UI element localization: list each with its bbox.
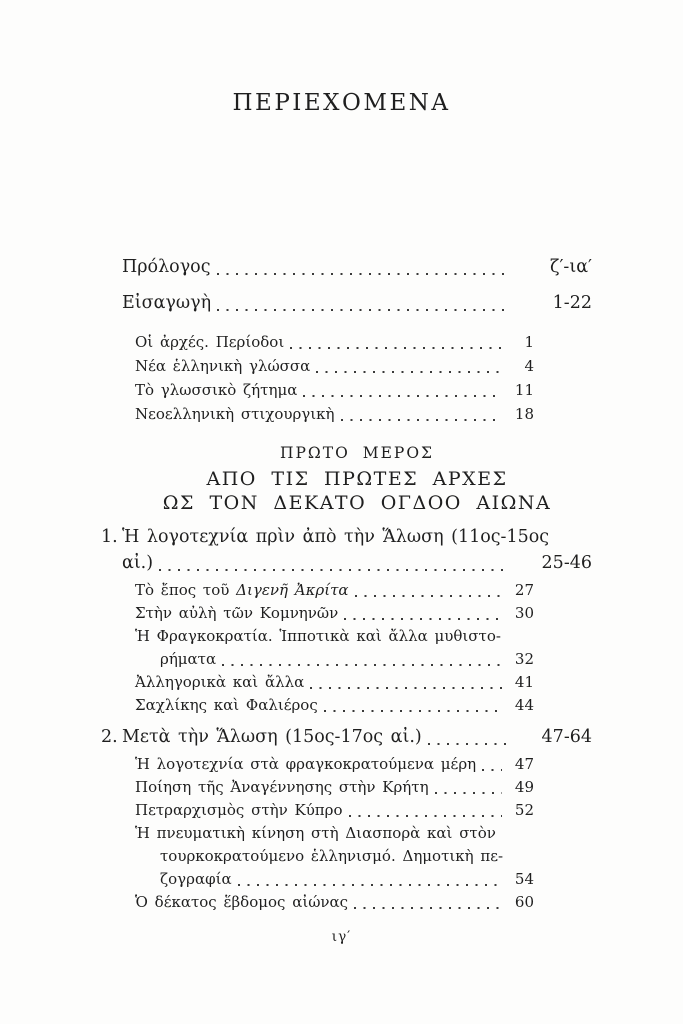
toc-entry-label-italic: Διγενῆ Ἀκρίτα	[236, 581, 349, 599]
dot-leader	[324, 709, 502, 712]
toc-entry-label: Εἰσαγωγὴ	[122, 293, 212, 313]
toc-entry	[122, 671, 592, 694]
part-title-line: ΩΣ ΤΟΝ ΔΕΚΑΤΟ ΟΓΔΟΟ ΑΙΩΝΑ	[162, 492, 552, 514]
toc-entry-label: Οἱ ἀρχές. Περίοδοι	[135, 333, 285, 351]
toc-entry-label: Σαχλίκης καὶ Φαλιέρος	[135, 696, 318, 714]
toc-entry-label: Ὁ δέκατος ἕβδομος αἰώνας	[135, 893, 349, 911]
toc-entry	[122, 402, 592, 426]
toc-entry	[122, 354, 592, 378]
dot-leader	[290, 346, 502, 349]
toc-entry-label: Ἡ πνευματικὴ κίνηση στὴ Διασπορὰ καὶ στὸν	[135, 824, 496, 842]
toc-entry-label: Τὸ γλωσσικὸ ζήτημα	[135, 381, 298, 399]
toc-entry-label: Νεοελληνικὴ στιχουργικὴ	[135, 405, 335, 423]
toc-entry-continuation	[122, 845, 592, 868]
toc-entry	[122, 776, 592, 799]
dot-leader	[349, 814, 502, 817]
dot-leader	[355, 594, 502, 597]
dot-leader	[354, 906, 502, 909]
dot-leader	[217, 272, 506, 275]
dot-leader	[303, 394, 502, 397]
page-title: ΠΕΡΙΕΧΟΜΕΝΑ	[232, 90, 451, 116]
table-of-contents	[101, 254, 592, 914]
toc-entry-label: Νέα ἑλληνικὴ γλώσσα	[135, 357, 311, 375]
toc-entry-continuation	[122, 550, 592, 576]
toc-entry-page: 25-46	[541, 553, 592, 573]
toc-entry-page: 60	[514, 893, 534, 911]
toc-entry	[122, 579, 592, 602]
toc-entry	[122, 822, 592, 845]
dot-leader	[428, 742, 506, 745]
footer-page-number: ιγ′	[331, 929, 352, 945]
toc-entry-page: 30	[514, 604, 534, 622]
toc-entry-label: Ἀλληγορικὰ καὶ ἄλλα	[135, 673, 305, 691]
chapter-number: 1.	[101, 527, 118, 547]
toc-entry	[122, 602, 592, 625]
toc-entry-page: 49	[514, 778, 534, 796]
dot-leader	[217, 308, 506, 311]
toc-entry	[122, 625, 592, 648]
toc-entry-page: 4	[524, 357, 534, 375]
toc-entry-page: 44	[514, 696, 534, 714]
part-kicker: ΠΡΩΤΟ ΜΕΡΟΣ	[279, 444, 435, 462]
toc-entry	[122, 799, 592, 822]
toc-entry	[122, 330, 592, 354]
toc-entry	[122, 694, 592, 717]
dot-leader	[310, 686, 502, 689]
toc-entry	[101, 524, 592, 550]
toc-entry-label: Ἡ λογοτεχνία στὰ φραγκοκρατούμενα μέρη	[135, 755, 477, 773]
toc-entry-page: 52	[514, 801, 534, 819]
toc-entry-page: 32	[514, 650, 534, 668]
toc-entry-continuation	[122, 648, 592, 671]
toc-entry-page: 18	[514, 405, 534, 423]
dot-leader	[159, 568, 506, 571]
chapter-number: 2.	[101, 727, 118, 747]
dot-leader	[482, 768, 502, 771]
toc-entry-page: 54	[514, 870, 534, 888]
toc-entry-page: 11	[514, 381, 534, 399]
toc-entry-label: αἰ.)	[122, 553, 154, 573]
toc-entry-page: 47	[514, 755, 534, 773]
part-heading	[122, 442, 592, 515]
toc-entry-label: Στὴν αὐλὴ τῶν Κομνηνῶν	[135, 604, 339, 622]
toc-entry-page: 1-22	[552, 293, 592, 313]
toc-entry-label: ρήματα	[160, 650, 217, 668]
toc-entry	[101, 724, 592, 750]
toc-entry-page: ζ′-ια′	[549, 257, 592, 277]
dot-leader	[316, 370, 502, 373]
toc-entry-label: Πετραρχισμὸς στὴν Κύπρο	[135, 801, 343, 819]
part-title-line: ΑΠΟ ΤΙΣ ΠΡΩΤΕΣ ΑΡΧΕΣ	[206, 468, 508, 490]
dot-leader	[341, 418, 502, 421]
toc-entry	[122, 753, 592, 776]
toc-entry	[122, 378, 592, 402]
toc-entry-label: Ἡ Φραγκοκρατία. Ἱπποτικὰ καὶ ἄλλα μυθιστο-	[135, 627, 501, 645]
chapter-sub-entries	[122, 579, 592, 717]
toc-entry-page: 1	[524, 333, 534, 351]
dot-leader	[222, 663, 502, 666]
toc-entry-label: Πρόλογος	[122, 257, 211, 277]
toc-entry-continuation	[122, 868, 592, 891]
toc-entry-page: 41	[514, 673, 534, 691]
toc-entry	[122, 254, 592, 280]
chapter-sub-entries	[122, 753, 592, 914]
dot-leader	[435, 791, 502, 794]
toc-entry	[122, 290, 592, 316]
toc-entry-page: 47-64	[541, 727, 592, 747]
toc-entry-label: Ποίηση τῆς Ἀναγέννησης στὴν Κρήτη	[135, 778, 429, 796]
dot-leader	[344, 617, 502, 620]
toc-entry-label: Τὸ ἔπος τοῦ Διγενῆ Ἀκρίτα	[135, 581, 349, 599]
toc-entry-label: τουρκοκρατούμενο ἑλληνισμό. Δημοτικὴ πε-	[160, 847, 504, 865]
toc-entry-page: 27	[514, 581, 534, 599]
toc-entry-label: ζογραφία	[160, 870, 232, 888]
dot-leader	[238, 883, 502, 886]
toc-entry-label: Μετὰ τὴν Ἅλωση (15ος-17ος αἰ.)	[122, 727, 422, 747]
toc-entry-label: Ἡ λογοτεχνία πρὶν ἀπὸ τὴν Ἅλωση (11ος-15ος	[122, 527, 550, 547]
toc-entry	[122, 891, 592, 914]
